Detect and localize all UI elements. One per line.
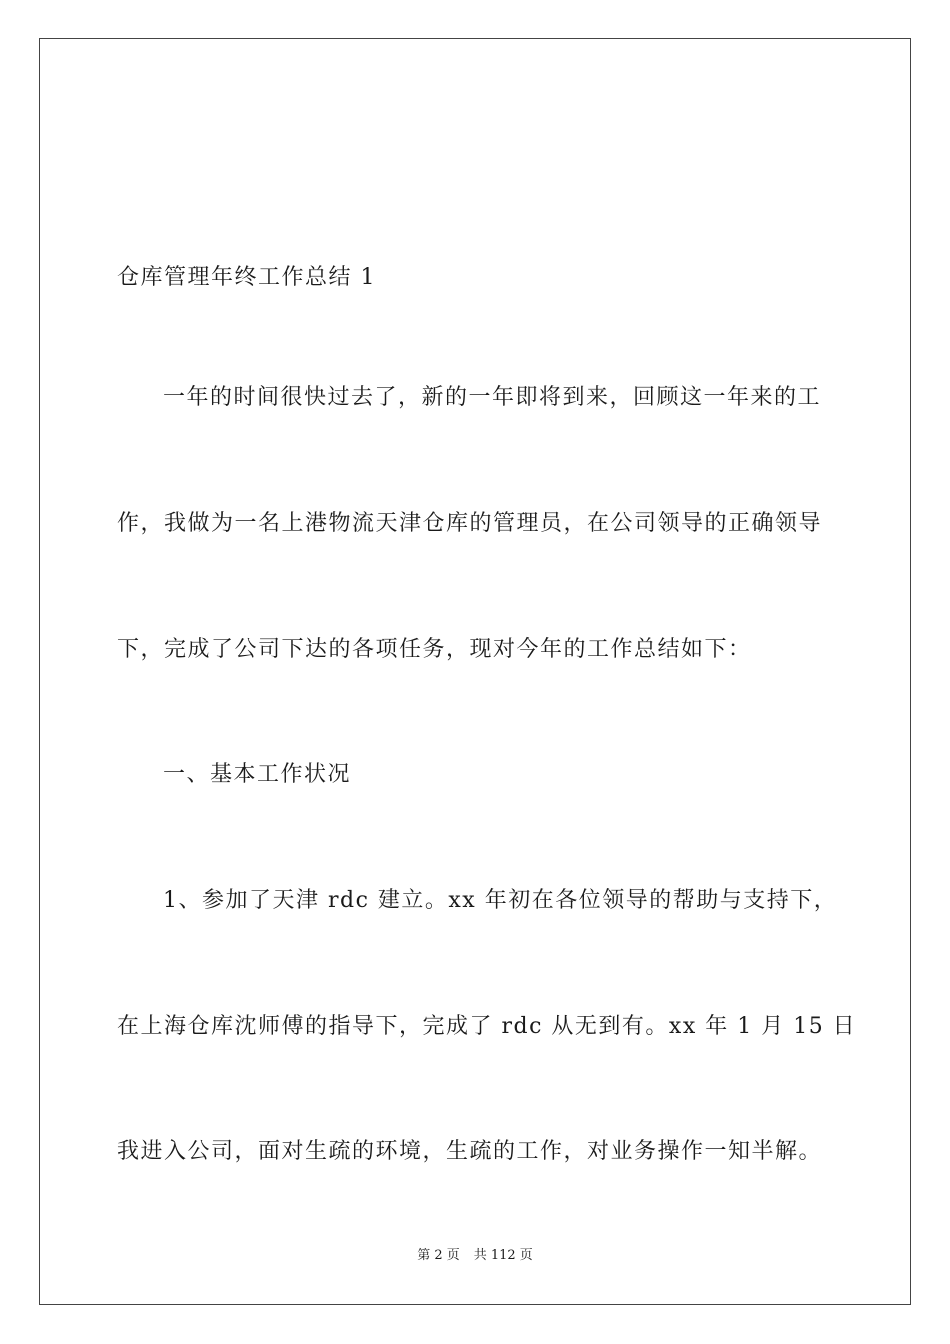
paragraph-line-2: 作，我做为一名上港物流天津仓库的管理员，在公司领导的正确领导 (117, 511, 823, 536)
page-border (39, 38, 911, 1305)
paragraph-line-1: 一年的时间很快过去了，新的一年即将到来，回顾这一年来的工 (163, 385, 822, 410)
paragraph-line-7: 我进入公司，面对生疏的环境，生疏的工作，对业务操作一知半解。 (117, 1139, 823, 1164)
section-heading: 一、基本工作状况 (163, 762, 352, 787)
paragraph-line-3: 下，完成了公司下达的各项任务，现对今年的工作总结如下： (117, 637, 752, 662)
page-footer (0, 1247, 950, 1265)
page-number: 第 2 页 (417, 1248, 460, 1263)
document-title: 仓库管理年终工作总结 1 (117, 265, 376, 290)
total-pages: 共 112 页 (473, 1248, 533, 1263)
paragraph-line-5: 1、参加了天津 rdc 建立。xx 年初在各位领导的帮助与支持下， (163, 888, 838, 913)
paragraph-line-6: 在上海仓库沈师傅的指导下，完成了 rdc 从无到有。xx 年 1 月 15 日 (117, 1014, 857, 1039)
